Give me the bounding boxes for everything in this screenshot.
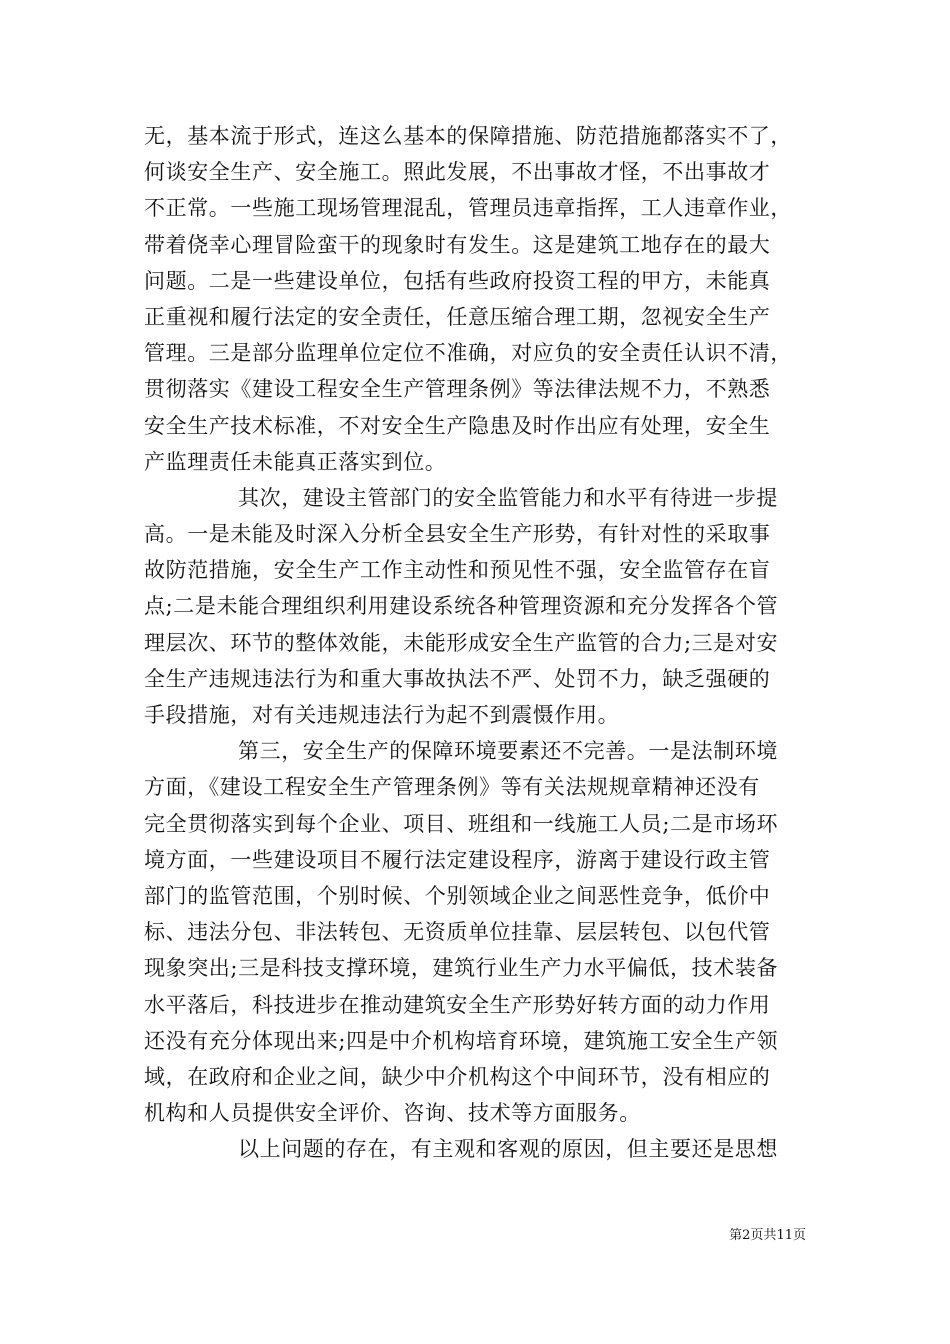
text-line: 点;二是未能合理组织利用建设系统各种管理资源和充分发挥各个管 bbox=[144, 594, 779, 619]
text-line: 还没有充分体现出来;四是中介机构培育环境，建筑施工安全生产领 bbox=[144, 1028, 779, 1053]
text-line: 机构和人员提供安全评价、咨询、技术等方面服务。 bbox=[144, 1101, 641, 1126]
text-line: 理层次、环节的整体效能，未能形成安全生产监管的合力;三是对安 bbox=[144, 630, 779, 655]
text-line: 水平落后，科技进步在推动建筑安全生产形势好转方面的动力作用 bbox=[144, 992, 771, 1017]
text-line: 何谈安全生产、安全施工。照此发展，不出事故才怪，不出事故才 bbox=[144, 160, 771, 185]
text-line: 贯彻落实《建设工程安全生产管理条例》等法律法规不力，不熟悉 bbox=[144, 377, 771, 402]
text-line: 不正常。一些施工现场管理混乱，管理员违章指挥，工人违章作业， bbox=[144, 196, 792, 221]
page-number: 第2页共11页 bbox=[729, 1228, 806, 1243]
text-line: 全生产违规违法行为和重大事故执法不严、处罚不力，缺乏强硬的 bbox=[144, 666, 771, 691]
text-line: 境方面，一些建设项目不履行法定建设程序，游离于建设行政主管 bbox=[144, 847, 771, 872]
text-line: 无，基本流于形式，连这么基本的保障措施、防范措施都落实不了， bbox=[144, 124, 792, 148]
text-line: 手段措施，对有关违规违法行为起不到震慑作用。 bbox=[144, 703, 620, 727]
text-line: 完全贯彻落实到每个企业、项目、班组和一线施工人员;二是市场环 bbox=[144, 811, 779, 836]
text-line: 故防范措施，安全生产工作主动性和预见性不强，安全监管存在盲 bbox=[144, 558, 771, 583]
text-line: 其次，建设主管部门的安全监管能力和水平有待进一步提 bbox=[238, 485, 778, 510]
text-line: 问题。二是一些建设单位，包括有些政府投资工程的甲方，未能真 bbox=[144, 268, 771, 293]
text-line: 产监理责任未能真正落实到位。 bbox=[144, 449, 447, 474]
text-line: 部门的监管范围，个别时候、个别领域企业之间恶性竞争，低价中 bbox=[144, 883, 771, 908]
text-line: 带着侥幸心理冒险蛮干的现象时有发生。这是建筑工地存在的最大 bbox=[144, 232, 771, 257]
text-line: 以上问题的存在，有主观和客观的原因，但主要还是思想 bbox=[238, 1137, 778, 1162]
text-line: 第三，安全生产的保障环境要素还不完善。一是法制环境 bbox=[238, 739, 778, 764]
text-line: 管理。三是部分监理单位定位不准确，对应负的安全责任认识不清， bbox=[144, 341, 792, 366]
document-body bbox=[144, 118, 806, 1167]
text-line: 标、违法分包、非法转包、无资质单位挂靠、层层转包、以包代管 bbox=[144, 920, 771, 945]
text-line: 方面，《建设工程安全生产管理条例》等有关法规规章精神还没有 bbox=[144, 775, 760, 800]
text-line: 域，在政府和企业之间，缺少中介机构这个中间环节，没有相应的 bbox=[144, 1064, 771, 1089]
text-line: 安全生产技术标准，不对安全生产隐患及时作出应有处理，安全生 bbox=[144, 413, 771, 438]
text-line: 高。一是未能及时深入分析全县安全生产形势，有针对性的采取事 bbox=[144, 522, 771, 547]
text-line: 现象突出;三是科技支撑环境，建筑行业生产力水平偏低，技术装备 bbox=[144, 956, 779, 981]
text-line: 正重视和履行法定的安全责任，任意压缩合理工期，忽视安全生产 bbox=[144, 304, 771, 329]
